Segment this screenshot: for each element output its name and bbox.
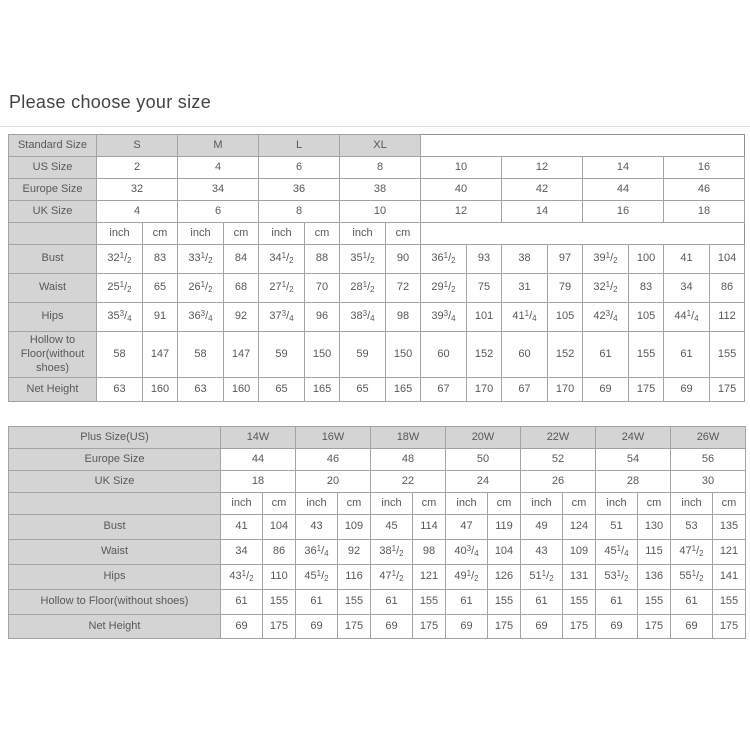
unit-cell: cm <box>563 493 596 515</box>
measure-value-cell: $38^3/_4$ <box>340 303 386 332</box>
plus-size-table <box>8 426 746 639</box>
size-group-header: 20W <box>446 427 521 449</box>
row-label: Bust <box>9 515 221 540</box>
size-value-cell: 14 <box>583 157 664 179</box>
unit-cell: inch <box>340 223 386 245</box>
measure-value-cell: 61 <box>221 590 263 615</box>
measure-value-cell: 155 <box>629 332 664 378</box>
measure-value-cell: 61 <box>296 590 338 615</box>
measure-value-cell: 155 <box>338 590 371 615</box>
measure-value-cell: $40^3/_4$ <box>446 540 488 565</box>
size-value-cell: 32 <box>97 179 178 201</box>
measure-value-cell: $32^1/_2$ <box>97 245 143 274</box>
measure-value-cell: $42^3/_4$ <box>583 303 629 332</box>
measure-value-cell: $26^1/_2$ <box>178 274 224 303</box>
size-value-cell: 54 <box>596 449 671 471</box>
size-value-cell: 46 <box>296 449 371 471</box>
measure-value-cell: 65 <box>143 274 178 303</box>
size-value-cell: 2 <box>97 157 178 179</box>
page-title: Please choose your size <box>9 92 212 112</box>
measure-value-cell: 61 <box>521 590 563 615</box>
measure-value-cell: 160 <box>143 378 178 402</box>
size-value-cell: 22 <box>371 471 446 493</box>
measure-value-cell: 38 <box>502 245 548 274</box>
size-value-cell: 36 <box>259 179 340 201</box>
measure-value-cell: 84 <box>224 245 259 274</box>
measure-value-cell: 69 <box>521 615 563 639</box>
measure-value-cell: $25^1/_2$ <box>97 274 143 303</box>
measure-value-cell: 152 <box>467 332 502 378</box>
measure-value-cell: 72 <box>386 274 421 303</box>
measure-value-cell: 175 <box>710 378 745 402</box>
measure-value-cell: 101 <box>467 303 502 332</box>
measure-value-cell: $45^1/_2$ <box>296 565 338 590</box>
size-group-header: 16W <box>296 427 371 449</box>
measure-value-cell: 86 <box>263 540 296 565</box>
measure-value-cell: 59 <box>259 332 305 378</box>
measure-value-cell: 126 <box>488 565 521 590</box>
measure-value-cell: 165 <box>305 378 340 402</box>
measure-value-cell: 114 <box>413 515 446 540</box>
measure-value-cell: 104 <box>263 515 296 540</box>
measure-value-cell: 105 <box>548 303 583 332</box>
measure-value-cell: $36^1/_4$ <box>296 540 338 565</box>
measure-value-cell: 97 <box>548 245 583 274</box>
measure-value-cell: 61 <box>371 590 413 615</box>
measure-value-cell: 92 <box>338 540 371 565</box>
measure-value-cell: $43^1/_2$ <box>221 565 263 590</box>
unit-cell: inch <box>178 223 224 245</box>
measure-value-cell: 170 <box>467 378 502 402</box>
size-value-cell: 6 <box>178 201 259 223</box>
size-chart-page <box>0 92 750 639</box>
measure-value-cell: 155 <box>710 332 745 378</box>
measure-value-cell: 155 <box>563 590 596 615</box>
measure-value-cell: 116 <box>338 565 371 590</box>
measure-value-cell: 43 <box>521 540 563 565</box>
measure-value-cell: 43 <box>296 515 338 540</box>
row-label: Net Height <box>9 615 221 639</box>
size-value-cell: 10 <box>421 157 502 179</box>
size-value-cell: 50 <box>446 449 521 471</box>
measure-value-cell: 96 <box>305 303 340 332</box>
unit-cell: cm <box>386 223 421 245</box>
measure-value-cell: 175 <box>629 378 664 402</box>
tables-container <box>0 134 750 639</box>
measure-value-cell: 165 <box>386 378 421 402</box>
unit-row-label <box>9 223 97 245</box>
measure-value-cell: 93 <box>467 245 502 274</box>
size-value-cell: 42 <box>502 179 583 201</box>
measure-value-cell: 86 <box>710 274 745 303</box>
unit-cell: cm <box>338 493 371 515</box>
unit-cell: inch <box>671 493 713 515</box>
measure-value-cell: 67 <box>502 378 548 402</box>
measure-value-cell: $32^1/_2$ <box>583 274 629 303</box>
measure-value-cell: 69 <box>583 378 629 402</box>
unit-cell: inch <box>296 493 338 515</box>
measure-value-cell: 105 <box>629 303 664 332</box>
row-label: Hips <box>9 303 97 332</box>
divider <box>0 126 750 127</box>
measure-value-cell: 75 <box>467 274 502 303</box>
measure-value-cell: 88 <box>305 245 340 274</box>
measure-value-cell: 61 <box>446 590 488 615</box>
size-value-cell: 48 <box>371 449 446 471</box>
measure-value-cell: 53 <box>671 515 713 540</box>
size-group-header: 18W <box>371 427 446 449</box>
measure-value-cell: 136 <box>638 565 671 590</box>
measure-value-cell: 49 <box>521 515 563 540</box>
measure-value-cell: 160 <box>224 378 259 402</box>
measure-value-cell: $47^1/_2$ <box>671 540 713 565</box>
row-label: Hollow to Floor(without shoes) <box>9 332 97 378</box>
measure-value-cell: $34^1/_2$ <box>259 245 305 274</box>
size-group-header: 22W <box>521 427 596 449</box>
measure-value-cell: $45^1/_4$ <box>596 540 638 565</box>
measure-value-cell: 69 <box>296 615 338 639</box>
unit-cell: cm <box>263 493 296 515</box>
size-value-cell: 18 <box>664 201 745 223</box>
measure-value-cell: 41 <box>664 245 710 274</box>
measure-value-cell: 60 <box>421 332 467 378</box>
measure-value-cell: 98 <box>386 303 421 332</box>
measure-value-cell: 90 <box>386 245 421 274</box>
measure-value-cell: 112 <box>710 303 745 332</box>
measure-value-cell: $51^1/_2$ <box>521 565 563 590</box>
measure-value-cell: 41 <box>221 515 263 540</box>
measure-value-cell: $36^1/_2$ <box>421 245 467 274</box>
unit-cell: inch <box>521 493 563 515</box>
measure-value-cell: 119 <box>488 515 521 540</box>
measure-value-cell: 155 <box>413 590 446 615</box>
row-label: Net Height <box>9 378 97 402</box>
measure-value-cell: 98 <box>413 540 446 565</box>
measure-value-cell: 131 <box>563 565 596 590</box>
row-label: UK Size <box>9 471 221 493</box>
measure-value-cell: 61 <box>671 590 713 615</box>
measure-value-cell: 175 <box>713 615 746 639</box>
measure-value-cell: 104 <box>710 245 745 274</box>
size-value-cell: 16 <box>583 201 664 223</box>
measure-value-cell: 104 <box>488 540 521 565</box>
row-label: Waist <box>9 540 221 565</box>
measure-value-cell: $33^1/_2$ <box>178 245 224 274</box>
measure-value-cell: $28^1/_2$ <box>340 274 386 303</box>
size-value-cell: 12 <box>421 201 502 223</box>
size-group-header: 26W <box>671 427 746 449</box>
measure-value-cell: 63 <box>97 378 143 402</box>
size-value-cell: 44 <box>221 449 296 471</box>
row-label: Bust <box>9 245 97 274</box>
row-label: Europe Size <box>9 179 97 201</box>
size-value-cell: 44 <box>583 179 664 201</box>
measure-value-cell: $39^1/_2$ <box>583 245 629 274</box>
measure-value-cell: 69 <box>371 615 413 639</box>
measure-value-cell: $55^1/_2$ <box>671 565 713 590</box>
unit-cell: inch <box>446 493 488 515</box>
measure-value-cell: 155 <box>713 590 746 615</box>
measure-value-cell: 83 <box>629 274 664 303</box>
measure-value-cell: 124 <box>563 515 596 540</box>
measure-value-cell: 175 <box>638 615 671 639</box>
row-label: Hips <box>9 565 221 590</box>
measure-value-cell: 141 <box>713 565 746 590</box>
measure-value-cell: $35^3/_4$ <box>97 303 143 332</box>
standard-size-table <box>8 134 745 402</box>
size-group-header: 14W <box>221 427 296 449</box>
measure-value-cell: 150 <box>386 332 421 378</box>
size-value-cell: 16 <box>664 157 745 179</box>
measure-value-cell: 121 <box>713 540 746 565</box>
unit-cell: cm <box>224 223 259 245</box>
unit-cell: inch <box>596 493 638 515</box>
unit-cell: cm <box>638 493 671 515</box>
measure-value-cell: $53^1/_2$ <box>596 565 638 590</box>
size-value-cell: 12 <box>502 157 583 179</box>
measure-value-cell: 31 <box>502 274 548 303</box>
measure-value-cell: $29^1/_2$ <box>421 274 467 303</box>
measure-value-cell: 109 <box>338 515 371 540</box>
measure-value-cell: 58 <box>178 332 224 378</box>
measure-value-cell: 110 <box>263 565 296 590</box>
size-value-cell: 10 <box>340 201 421 223</box>
measure-value-cell: 100 <box>629 245 664 274</box>
measure-value-cell: 155 <box>638 590 671 615</box>
unit-cell: cm <box>143 223 178 245</box>
size-group-header: 24W <box>596 427 671 449</box>
measure-value-cell: 68 <box>224 274 259 303</box>
size-group-header: M <box>178 135 259 157</box>
size-value-cell: 20 <box>296 471 371 493</box>
measure-value-cell: 69 <box>671 615 713 639</box>
size-group-header: XL <box>340 135 421 157</box>
measure-value-cell: 58 <box>97 332 143 378</box>
measure-value-cell: 121 <box>413 565 446 590</box>
measure-value-cell: $39^3/_4$ <box>421 303 467 332</box>
measure-value-cell: 51 <box>596 515 638 540</box>
measure-value-cell: 67 <box>421 378 467 402</box>
measure-value-cell: 175 <box>338 615 371 639</box>
size-value-cell: 34 <box>178 179 259 201</box>
measure-value-cell: 147 <box>224 332 259 378</box>
measure-value-cell: 69 <box>596 615 638 639</box>
measure-value-cell: 150 <box>305 332 340 378</box>
size-value-cell: 8 <box>259 201 340 223</box>
row-label: Waist <box>9 274 97 303</box>
unit-cell: inch <box>259 223 305 245</box>
size-value-cell: 46 <box>664 179 745 201</box>
row-label: Europe Size <box>9 449 221 471</box>
unit-cell: inch <box>97 223 143 245</box>
measure-value-cell: 61 <box>664 332 710 378</box>
measure-value-cell: 109 <box>563 540 596 565</box>
unit-cell: cm <box>488 493 521 515</box>
measure-value-cell: 34 <box>221 540 263 565</box>
size-value-cell: 4 <box>97 201 178 223</box>
size-value-cell: 26 <box>521 471 596 493</box>
size-group-header: L <box>259 135 340 157</box>
size-value-cell: 6 <box>259 157 340 179</box>
corner-header: Plus Size(US) <box>9 427 221 449</box>
measure-value-cell: 69 <box>664 378 710 402</box>
row-label: US Size <box>9 157 97 179</box>
measure-value-cell: 83 <box>143 245 178 274</box>
measure-value-cell: 91 <box>143 303 178 332</box>
measure-value-cell: 175 <box>563 615 596 639</box>
measure-value-cell: $49^1/_2$ <box>446 565 488 590</box>
measure-value-cell: 135 <box>713 515 746 540</box>
measure-value-cell: 92 <box>224 303 259 332</box>
measure-value-cell: 34 <box>664 274 710 303</box>
row-label: UK Size <box>9 201 97 223</box>
measure-value-cell: 59 <box>340 332 386 378</box>
row-label: Hollow to Floor(without shoes) <box>9 590 221 615</box>
unit-cell: cm <box>413 493 446 515</box>
measure-value-cell: 152 <box>548 332 583 378</box>
size-value-cell: 52 <box>521 449 596 471</box>
size-group-header: S <box>97 135 178 157</box>
measure-value-cell: 155 <box>488 590 521 615</box>
measure-value-cell: 175 <box>413 615 446 639</box>
measure-value-cell: 61 <box>583 332 629 378</box>
size-value-cell: 30 <box>671 471 746 493</box>
measure-value-cell: $35^1/_2$ <box>340 245 386 274</box>
measure-value-cell: 65 <box>259 378 305 402</box>
size-value-cell: 56 <box>671 449 746 471</box>
measure-value-cell: $36^3/_4$ <box>178 303 224 332</box>
measure-value-cell: 45 <box>371 515 413 540</box>
measure-value-cell: $37^3/_4$ <box>259 303 305 332</box>
measure-value-cell: 130 <box>638 515 671 540</box>
size-value-cell: 4 <box>178 157 259 179</box>
measure-value-cell: $44^1/_4$ <box>664 303 710 332</box>
measure-value-cell: 155 <box>263 590 296 615</box>
measure-value-cell: 47 <box>446 515 488 540</box>
measure-value-cell: 170 <box>548 378 583 402</box>
unit-cell: cm <box>305 223 340 245</box>
measure-value-cell: $27^1/_2$ <box>259 274 305 303</box>
measure-value-cell: $47^1/_2$ <box>371 565 413 590</box>
measure-value-cell: 61 <box>596 590 638 615</box>
measure-value-cell: 79 <box>548 274 583 303</box>
measure-value-cell: $38^1/_2$ <box>371 540 413 565</box>
size-value-cell: 38 <box>340 179 421 201</box>
size-value-cell: 18 <box>221 471 296 493</box>
measure-value-cell: 70 <box>305 274 340 303</box>
size-value-cell: 28 <box>596 471 671 493</box>
measure-value-cell: 63 <box>178 378 224 402</box>
size-value-cell: 40 <box>421 179 502 201</box>
measure-value-cell: 69 <box>221 615 263 639</box>
size-value-cell: 24 <box>446 471 521 493</box>
measure-value-cell: 65 <box>340 378 386 402</box>
corner-header: Standard Size <box>9 135 97 157</box>
size-value-cell: 14 <box>502 201 583 223</box>
measure-value-cell: 115 <box>638 540 671 565</box>
measure-value-cell: 147 <box>143 332 178 378</box>
measure-value-cell: $41^1/_4$ <box>502 303 548 332</box>
unit-row-label <box>9 493 221 515</box>
measure-value-cell: 60 <box>502 332 548 378</box>
size-value-cell: 8 <box>340 157 421 179</box>
unit-cell: inch <box>371 493 413 515</box>
measure-value-cell: 69 <box>446 615 488 639</box>
unit-cell: inch <box>221 493 263 515</box>
measure-value-cell: 175 <box>488 615 521 639</box>
measure-value-cell: 175 <box>263 615 296 639</box>
unit-cell: cm <box>713 493 746 515</box>
